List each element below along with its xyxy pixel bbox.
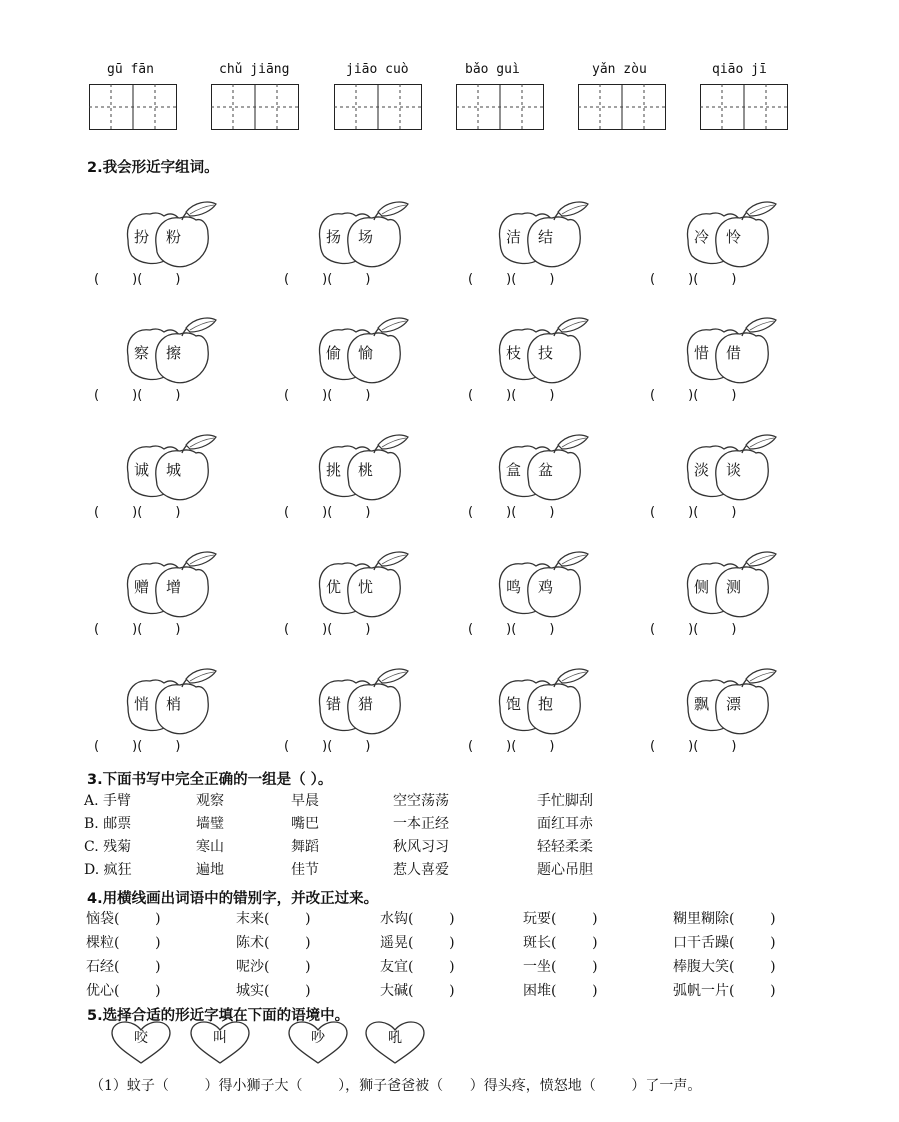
apple-pair	[312, 316, 422, 388]
apple-pair	[680, 316, 790, 388]
tian-grid[interactable]	[456, 84, 544, 130]
answer-blank[interactable]: ( )( )	[94, 505, 181, 520]
apple-pair	[120, 550, 230, 622]
answer-blank[interactable]: ( )( )	[650, 505, 737, 520]
correction-item[interactable]: 一坐( )	[523, 959, 598, 975]
heart-char	[287, 1021, 349, 1065]
char-left: 悄	[134, 695, 150, 713]
char-right: 鸡	[538, 578, 554, 596]
correction-item[interactable]: 斑长( )	[523, 935, 598, 951]
q5-title: 5.选择合适的形近字填在下面的语境中。	[87, 1008, 350, 1024]
char-right: 愉	[358, 344, 374, 362]
char-left: 察	[134, 344, 150, 362]
option-label[interactable]: D. 疯狂	[84, 862, 132, 878]
char-left: 侧	[694, 578, 710, 596]
option-word: 惹人喜爱	[393, 862, 449, 878]
apple-pair	[312, 433, 422, 505]
char-right: 猎	[358, 695, 374, 713]
option-word: 寒山	[196, 839, 224, 855]
q2-title: 2.我会形近字组词。	[87, 160, 219, 176]
q3-title: 3.下面书写中完全正确的一组是（ ）。	[87, 772, 333, 788]
option-word: 手忙脚刮	[537, 793, 593, 809]
option-word: 遍地	[196, 862, 224, 878]
char-right: 桃	[358, 461, 374, 479]
heart-label: 叫	[213, 1030, 227, 1046]
char-right: 技	[538, 344, 554, 362]
option-word: 观察	[196, 793, 224, 809]
correction-item[interactable]: 玩要( )	[523, 911, 598, 927]
heart-label: 吵	[311, 1030, 325, 1046]
apple-pair	[680, 550, 790, 622]
correction-item[interactable]: 大碱( )	[380, 983, 455, 999]
tian-grid[interactable]	[334, 84, 422, 130]
pinyin-label: chǔ jiāng	[219, 62, 290, 77]
char-right: 增	[166, 578, 182, 596]
heart-label: 咬	[134, 1030, 148, 1046]
char-left: 错	[326, 695, 342, 713]
answer-blank[interactable]: ( )( )	[468, 272, 555, 287]
apple-pair	[312, 667, 422, 739]
apple-pair	[492, 667, 602, 739]
char-right: 抱	[538, 695, 554, 713]
char-right: 粉	[166, 228, 182, 246]
answer-blank[interactable]: ( )( )	[284, 272, 371, 287]
char-right: 城	[166, 461, 182, 479]
apple-pair	[120, 433, 230, 505]
apple-pair	[680, 433, 790, 505]
pinyin-label: bǎo guì	[465, 62, 520, 77]
answer-blank[interactable]: ( )( )	[284, 622, 371, 637]
answer-blank[interactable]: ( )( )	[94, 739, 181, 754]
char-left: 赠	[134, 578, 150, 596]
tian-grid[interactable]	[700, 84, 788, 130]
correction-item[interactable]: 水钩( )	[380, 911, 455, 927]
option-word: 早晨	[291, 793, 319, 809]
answer-blank[interactable]: ( )( )	[94, 272, 181, 287]
pinyin-label: jiāo cuò	[346, 62, 409, 77]
char-left: 枝	[506, 344, 522, 362]
answer-blank[interactable]: ( )( )	[468, 622, 555, 637]
correction-item[interactable]: 友宜( )	[380, 959, 455, 975]
option-word: 一本正经	[393, 816, 449, 832]
pinyin-label: qiāo jī	[712, 62, 767, 77]
char-left: 飘	[694, 695, 710, 713]
answer-blank[interactable]: ( )( )	[468, 388, 555, 403]
char-right: 借	[726, 344, 742, 362]
correction-item[interactable]: 城实( )	[236, 983, 311, 999]
char-left: 优	[326, 578, 342, 596]
char-right: 擦	[166, 344, 182, 362]
answer-blank[interactable]: ( )( )	[284, 739, 371, 754]
pinyin-label: gū fān	[107, 62, 154, 77]
heart-char	[110, 1021, 172, 1065]
answer-blank[interactable]: ( )( )	[650, 388, 737, 403]
answer-blank[interactable]: ( )( )	[468, 739, 555, 754]
answer-blank[interactable]: ( )( )	[650, 622, 737, 637]
answer-blank[interactable]: ( )( )	[468, 505, 555, 520]
char-right: 谈	[726, 461, 742, 479]
apple-pair	[312, 550, 422, 622]
correction-item[interactable]: 口干舌躁( )	[673, 935, 776, 951]
option-word: 舞蹈	[291, 839, 319, 855]
option-word: 墙璧	[196, 816, 224, 832]
apple-pair	[120, 667, 230, 739]
heart-char	[189, 1021, 251, 1065]
apple-pair	[492, 550, 602, 622]
answer-blank[interactable]: ( )( )	[650, 272, 737, 287]
char-left: 挑	[326, 461, 342, 479]
answer-blank[interactable]: ( )( )	[284, 505, 371, 520]
correction-item[interactable]: 遥晃( )	[380, 935, 455, 951]
correction-item[interactable]: 弧帆一片( )	[673, 983, 776, 999]
apple-pair	[492, 433, 602, 505]
char-left: 扬	[326, 228, 342, 246]
correction-item[interactable]: 困堆( )	[523, 983, 598, 999]
char-left: 盒	[506, 461, 522, 479]
correction-item[interactable]: 棒腹大笑( )	[673, 959, 776, 975]
char-right: 测	[726, 578, 742, 596]
char-left: 鸣	[506, 578, 522, 596]
q4-title: 4.用横线画出词语中的错别字，并改正过来。	[87, 891, 379, 907]
answer-blank[interactable]: ( )( )	[284, 388, 371, 403]
correction-item[interactable]: 糊里糊除( )	[673, 911, 776, 927]
heart-char	[364, 1021, 426, 1065]
option-word: 面红耳赤	[537, 816, 593, 832]
correction-item[interactable]: 优心( )	[86, 983, 161, 999]
q5-sentence: （1）蚊子（ ）得小狮子大（ ），狮子爸爸被（ ）得头疼，愤怒地（ ）了一声。	[90, 1078, 702, 1094]
apple-pair	[120, 316, 230, 388]
char-left: 饱	[506, 695, 522, 713]
char-left: 冷	[694, 228, 710, 246]
tian-grid[interactable]	[89, 84, 177, 130]
apple-pair	[120, 200, 230, 272]
option-word: 题心吊胆	[537, 862, 593, 878]
char-right: 场	[358, 228, 374, 246]
char-right: 梢	[166, 695, 182, 713]
pinyin-label: yǎn zòu	[592, 62, 647, 77]
option-word: 轻轻柔柔	[537, 839, 593, 855]
apple-pair	[492, 316, 602, 388]
apple-pair	[680, 667, 790, 739]
correction-item[interactable]: 石经( )	[86, 959, 161, 975]
correction-item[interactable]: 恼袋( )	[86, 911, 161, 927]
apple-pair	[492, 200, 602, 272]
char-left: 扮	[134, 228, 150, 246]
correction-item[interactable]: 棵粒( )	[86, 935, 161, 951]
char-left: 诚	[134, 461, 150, 479]
answer-blank[interactable]: ( )( )	[94, 388, 181, 403]
char-right: 结	[538, 228, 554, 246]
apple-pair	[680, 200, 790, 272]
tian-grid[interactable]	[211, 84, 299, 130]
option-label[interactable]: A. 手臂	[84, 793, 132, 809]
option-word: 空空荡荡	[393, 793, 449, 809]
correction-item[interactable]: 陈术( )	[236, 935, 311, 951]
answer-blank[interactable]: ( )( )	[650, 739, 737, 754]
char-left: 惜	[694, 344, 710, 362]
char-right: 忧	[358, 578, 374, 596]
option-label[interactable]: C. 残菊	[84, 839, 132, 855]
char-right: 盆	[538, 461, 554, 479]
apple-pair	[312, 200, 422, 272]
option-word: 嘴巴	[291, 816, 319, 832]
char-left: 洁	[506, 228, 522, 246]
answer-blank[interactable]: ( )( )	[94, 622, 181, 637]
option-word: 佳节	[291, 862, 319, 878]
correction-item[interactable]: 末来( )	[236, 911, 311, 927]
char-left: 偷	[326, 344, 342, 362]
char-left: 淡	[694, 461, 710, 479]
tian-grid[interactable]	[578, 84, 666, 130]
heart-label: 吼	[388, 1030, 402, 1046]
correction-item[interactable]: 呢沙( )	[236, 959, 311, 975]
option-word: 秋风习习	[393, 839, 449, 855]
char-right: 怜	[726, 228, 742, 246]
option-label[interactable]: B. 邮票	[84, 816, 132, 832]
char-right: 漂	[726, 695, 742, 713]
